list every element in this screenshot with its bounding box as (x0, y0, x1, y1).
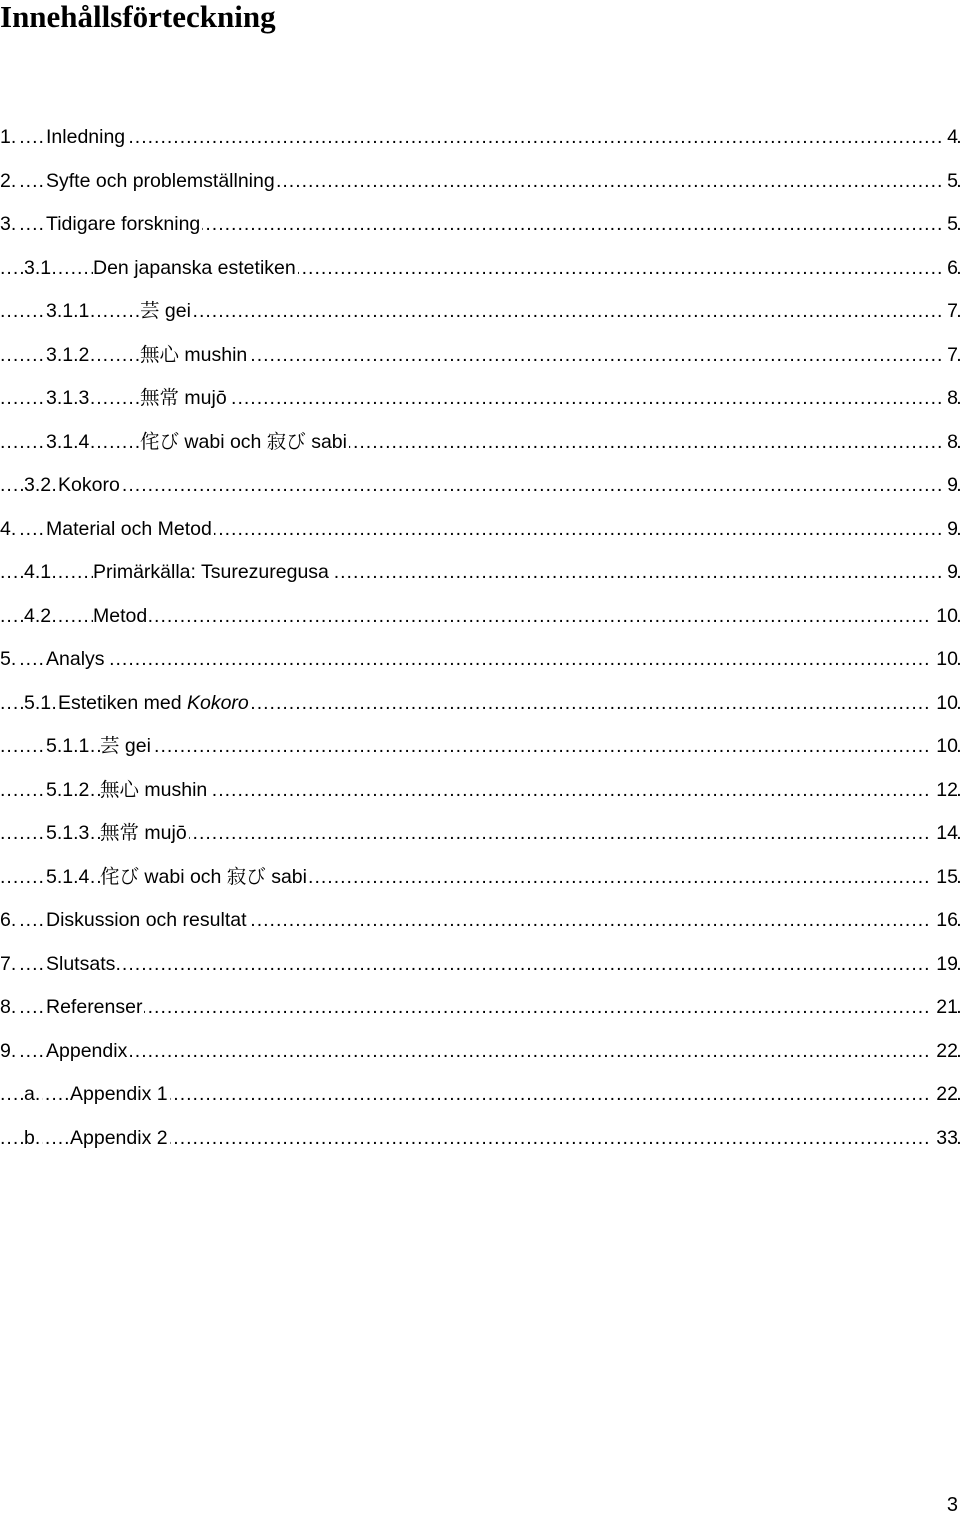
entry-number: 3.1 (24, 247, 53, 291)
entry-page: 10 (932, 638, 958, 682)
toc-entry-3-1-3[interactable] (0, 377, 960, 421)
entry-title: Diskussion och resultat (46, 899, 249, 943)
entry-page: 33 (932, 1117, 958, 1161)
entry-title: Material och Metod (46, 508, 214, 552)
toc-entry-5-1[interactable] (0, 682, 960, 726)
entry-page: 9 (943, 464, 958, 508)
toc-entry-1[interactable] (0, 116, 960, 160)
entry-number: 8. (0, 986, 18, 1030)
entry-page: 8 (943, 377, 958, 421)
entry-page: 22 (932, 1030, 958, 1074)
toc-entry-9[interactable] (0, 1030, 960, 1074)
entry-page: 21 (932, 986, 958, 1030)
toc-entry-5-1-3[interactable] (0, 812, 960, 856)
entry-title: Den japanska estetiken (93, 247, 298, 291)
entry-page: 7 (943, 334, 958, 378)
entry-number: 4. (0, 508, 18, 552)
entry-page: 14 (932, 812, 958, 856)
entry-page: 22 (932, 1073, 958, 1117)
entry-number: 5.1.2 (46, 769, 91, 813)
entry-page: 16 (932, 899, 958, 943)
toc-entry-3-1-4[interactable] (0, 421, 960, 465)
entry-title: 無心 mushin (140, 334, 249, 378)
entry-number: 2. (0, 160, 18, 204)
entry-title: 侘び wabi och 寂び sabi (100, 856, 309, 900)
entry-title: Appendix (46, 1030, 129, 1074)
entry-page: 9 (943, 551, 958, 595)
entry-title: 芸 gei (100, 725, 153, 769)
toc-entry-3-1[interactable] (0, 247, 960, 291)
entry-title: Referenser (46, 986, 144, 1030)
toc-entry-3[interactable] (0, 203, 960, 247)
entry-title: Primärkälla: Tsurezuregusa (93, 551, 331, 595)
entry-number: 3. (0, 203, 18, 247)
entry-page: 10 (932, 682, 958, 726)
entry-title: 芸 gei (140, 290, 193, 334)
toc-entry-5-1-4[interactable] (0, 856, 960, 900)
entry-number: a. (24, 1073, 42, 1117)
toc-entry-5[interactable] (0, 638, 960, 682)
dot-leader (0, 116, 960, 160)
dot-leader (0, 943, 960, 987)
entry-page: 15 (932, 856, 958, 900)
toc-entry-9-b[interactable] (0, 1117, 960, 1161)
entry-title-text: Estetiken med (58, 691, 182, 714)
entry-page: 12 (932, 769, 958, 813)
entry-number: 4.2 (24, 595, 53, 639)
entry-page: 8 (943, 421, 958, 465)
table-of-contents (0, 116, 960, 1160)
entry-number: 1. (0, 116, 18, 160)
dot-leader (0, 1030, 960, 1074)
entry-number: b. (24, 1117, 42, 1161)
entry-number: 3.1.1 (46, 290, 91, 334)
entry-title (58, 682, 251, 726)
entry-page: 10 (932, 595, 958, 639)
entry-page: 4 (943, 116, 958, 160)
entry-title: 無常 mujō (100, 812, 189, 856)
entry-page: 10 (932, 725, 958, 769)
entry-number: 3.2 (24, 464, 53, 508)
entry-number: 3.1.4 (46, 421, 91, 465)
entry-title: Appendix 2 (70, 1117, 170, 1161)
entry-number: 5.1.3 (46, 812, 91, 856)
entry-title: Syfte och problemställning (46, 160, 277, 204)
entry-number: 7. (0, 943, 18, 987)
toc-entry-5-1-1[interactable] (0, 725, 960, 769)
entry-page: 5 (943, 160, 958, 204)
entry-title: Tidigare forskning (46, 203, 202, 247)
entry-title: 侘び wabi och 寂び sabi (140, 421, 349, 465)
entry-page: 6 (943, 247, 958, 291)
toc-entry-4-2[interactable] (0, 595, 960, 639)
dot-leader (0, 638, 960, 682)
entry-title: Metod (93, 595, 149, 639)
entry-title: Appendix 1 (70, 1073, 170, 1117)
toc-entry-8[interactable] (0, 986, 960, 1030)
entry-number: 5.1 (24, 682, 53, 726)
entry-title: 無心 mushin (100, 769, 209, 813)
entry-title: 無常 mujō (140, 377, 229, 421)
entry-page: 5 (943, 203, 958, 247)
entry-number: 9. (0, 1030, 18, 1074)
toc-entry-2[interactable] (0, 160, 960, 204)
toc-entry-4[interactable] (0, 508, 960, 552)
toc-entry-7[interactable] (0, 943, 960, 987)
entry-number: 4.1 (24, 551, 53, 595)
toc-heading: Innehållsförteckning (0, 0, 276, 34)
entry-title: Analys (46, 638, 107, 682)
toc-entry-4-1[interactable] (0, 551, 960, 595)
entry-page: 19 (932, 943, 958, 987)
toc-entry-5-1-2[interactable] (0, 769, 960, 813)
entry-page: 7 (943, 290, 958, 334)
entry-page: 9 (943, 508, 958, 552)
entry-title-italic: Kokoro (186, 691, 249, 714)
toc-entry-9-a[interactable] (0, 1073, 960, 1117)
entry-title: Kokoro (58, 464, 122, 508)
entry-number: 3.1.3 (46, 377, 91, 421)
entry-number: 6. (0, 899, 18, 943)
entry-number: 3.1.2 (46, 334, 91, 378)
entry-number: 5.1.1 (46, 725, 91, 769)
entry-title: Inledning (46, 116, 127, 160)
toc-entry-3-1-2[interactable] (0, 334, 960, 378)
entry-number: 5.1.4 (46, 856, 91, 900)
toc-entry-3-2[interactable] (0, 464, 960, 508)
entry-title: Slutsats (46, 943, 117, 987)
toc-entry-3-1-1[interactable] (0, 290, 960, 334)
entry-number: 5. (0, 638, 18, 682)
toc-entry-6[interactable] (0, 899, 960, 943)
dot-leader (0, 464, 960, 508)
page-number: 3 (946, 1494, 958, 1516)
